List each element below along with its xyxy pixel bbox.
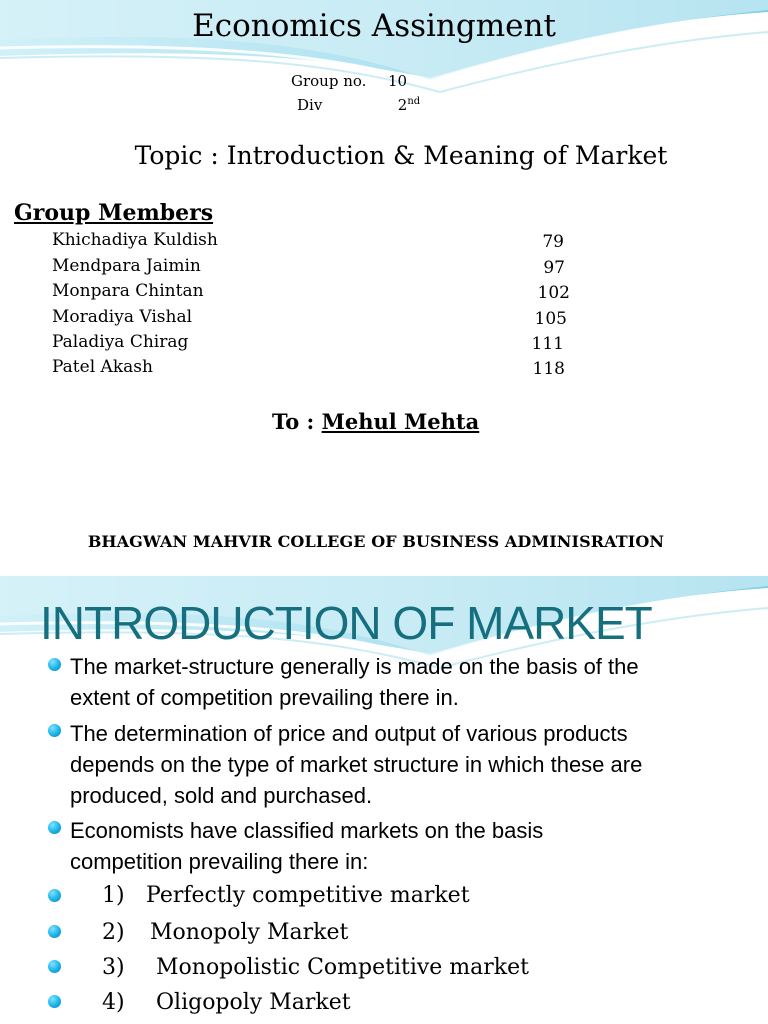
market-type-number: 4) [102, 990, 125, 1015]
to-name: Mehul Mehta [321, 409, 480, 434]
market-type-label: Monopolistic Competitive market [156, 955, 529, 980]
member-roll: 118 [532, 359, 565, 379]
member-name: Monpara Chintan [52, 281, 204, 301]
member-name: Khichadiya Kuldish [52, 230, 218, 250]
member-name: Moradiya Vishal [52, 307, 193, 327]
bullet-icon [48, 658, 61, 671]
bullet-icon [48, 925, 61, 938]
member-roll: 97 [543, 258, 565, 278]
page-title: Economics Assingment [192, 8, 556, 44]
submitted-to [272, 409, 479, 434]
bullet-line: extent of competition prevailing there in. [70, 685, 459, 710]
bullet-line: produced, sold and purchased. [70, 783, 373, 808]
market-type-item [102, 883, 470, 908]
member-roll: 111 [531, 334, 564, 354]
bullet-icon [48, 995, 61, 1008]
topic-heading: Topic : Introduction & Meaning of Market [134, 141, 668, 170]
member-name: Paladiya Chirag [52, 332, 189, 352]
bullet-line: depends on the type of market structure in which these are [70, 752, 643, 777]
bullet-icon [48, 821, 61, 834]
member-roll: 105 [534, 309, 567, 329]
bullet-icon [48, 889, 61, 902]
bullet-line: The determination of price and output of various products [70, 721, 628, 746]
div-value: 2 [397, 96, 408, 114]
bullet-item [70, 651, 639, 713]
market-type-item [102, 920, 348, 945]
group-label: Group no. [291, 72, 367, 90]
div-label: Div [297, 96, 323, 114]
bullet-line: competition prevailing there in: [70, 849, 369, 874]
member-roll: 79 [542, 232, 564, 252]
slide-title: INTRODUCTION OF MARKET [40, 597, 652, 649]
bullet-line: Economists have classified markets on the basis [70, 818, 544, 843]
market-type-number: 1) [102, 883, 125, 908]
div-row [297, 96, 420, 114]
group-value: 10 [387, 72, 408, 90]
bullet-line: The market-structure generally is made on the basis of the [70, 654, 639, 679]
div-suffix: nd [407, 96, 421, 107]
bullet-icon [48, 724, 61, 737]
market-type-item [102, 955, 529, 980]
member-name: Mendpara Jaimin [52, 256, 201, 276]
bullet-item [70, 718, 642, 811]
to-label: To : [272, 409, 315, 434]
member-name: Patel Akash [52, 357, 153, 377]
bullet-item [70, 815, 543, 877]
market-type-label: Oligopoly Market [156, 990, 351, 1015]
bullet-icon [48, 960, 61, 973]
group-number-row [291, 72, 407, 90]
college-name: BHAGWAN MAHVIR COLLEGE OF BUSINESS ADMINISRATION [87, 532, 665, 551]
market-type-label: Monopoly Market [150, 920, 349, 945]
group-members-heading: Group Members [14, 200, 214, 226]
market-type-item [102, 990, 351, 1015]
member-roll: 102 [537, 283, 570, 303]
market-type-label: Perfectly competitive market [146, 883, 470, 908]
market-type-number: 2) [102, 920, 125, 945]
market-type-number: 3) [102, 955, 125, 980]
